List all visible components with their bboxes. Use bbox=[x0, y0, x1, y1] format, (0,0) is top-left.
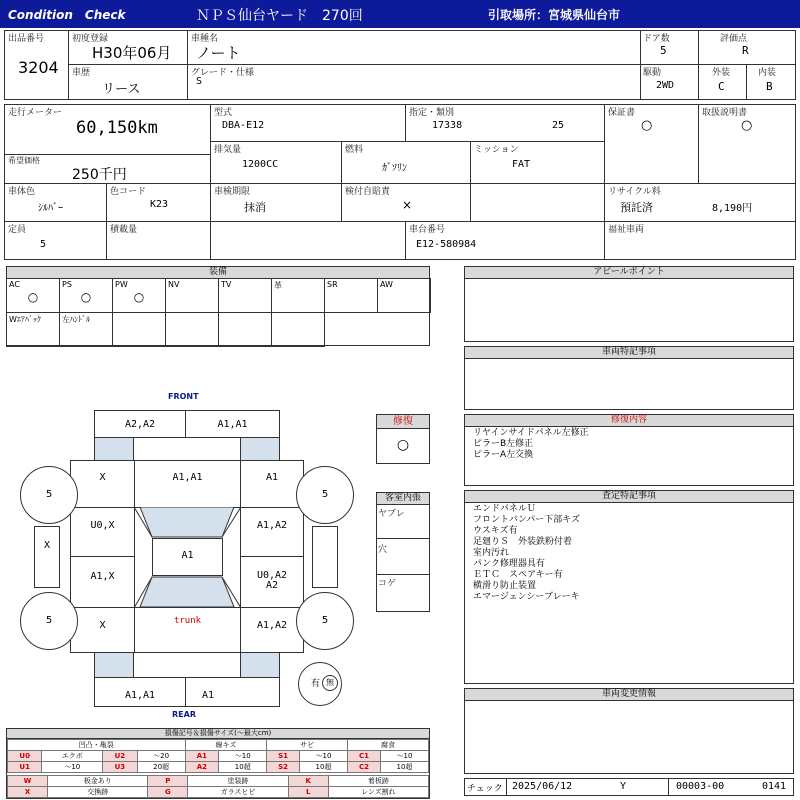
legend-cell: L bbox=[288, 787, 328, 798]
equipment-cell bbox=[112, 278, 166, 313]
legend-cell: S1 bbox=[267, 751, 300, 762]
legend-cell: ～10 bbox=[42, 762, 103, 773]
equipment-cell bbox=[218, 312, 272, 347]
equipment-label: AW bbox=[380, 280, 393, 289]
interior-title: 客室内張 bbox=[377, 493, 429, 505]
capacity-value: 5 bbox=[40, 239, 47, 250]
text-line: ピラーA左交換 bbox=[473, 450, 534, 460]
ext-value: C bbox=[718, 80, 725, 93]
repair-box bbox=[376, 414, 430, 464]
text-line: ウスキズ有 bbox=[473, 526, 518, 536]
header-bar bbox=[0, 0, 800, 28]
assess-title: 査定特記事項 bbox=[465, 491, 793, 503]
fuel-value: ｶﾞｿﾘﾝ bbox=[382, 163, 407, 174]
equipment-cell bbox=[324, 278, 378, 313]
interior-item-1: ヤブレ bbox=[378, 509, 405, 519]
grade-value: S bbox=[196, 76, 203, 87]
front-bumper-left: A2,A2 bbox=[94, 410, 186, 438]
equipment-cell bbox=[165, 312, 219, 347]
score-value: R bbox=[742, 44, 749, 57]
drive-label: 駆動 bbox=[643, 68, 662, 78]
quarter-right: A1,A2 bbox=[240, 607, 304, 653]
tire-rear-right: 5 bbox=[296, 592, 354, 650]
inspection-value: 抹消 bbox=[244, 201, 266, 214]
capacity-label: 定員 bbox=[8, 225, 27, 235]
car-name-label: 車種名 bbox=[191, 34, 219, 44]
legend-title: 損傷記号＆損傷サイズ(～最大cm) bbox=[7, 729, 429, 739]
legend-cell: W bbox=[8, 776, 48, 787]
doors-value: 5 bbox=[660, 44, 667, 57]
legend-cell: ～10 bbox=[219, 751, 267, 762]
legend-cell: U1 bbox=[8, 762, 42, 773]
equipment-mark: ○ bbox=[27, 290, 39, 304]
car-name-value: ノート bbox=[196, 44, 241, 62]
drive-value: 2WD bbox=[656, 80, 675, 91]
roof: A1 bbox=[152, 538, 223, 576]
score-label: 評価点 bbox=[720, 34, 748, 44]
legend-cell: U0 bbox=[8, 751, 42, 762]
spec-value-2: 25 bbox=[552, 120, 565, 131]
repair-detail-panel bbox=[464, 414, 794, 486]
legend-cell: ～20 bbox=[137, 751, 185, 762]
legend-cell: ～10 bbox=[380, 751, 428, 762]
tire-front-right: 5 bbox=[296, 466, 354, 524]
displacement-label: 排気量 bbox=[214, 145, 242, 155]
front-bumper-right: A1,A1 bbox=[185, 410, 280, 438]
equipment-mark: ○ bbox=[133, 290, 145, 304]
repair-detail-lines bbox=[465, 427, 793, 462]
trunk: trunk bbox=[134, 607, 241, 653]
change-title: 車両変更情報 bbox=[465, 689, 793, 701]
recycle-fee: 8,190円 bbox=[712, 203, 753, 214]
equipment-cell bbox=[165, 278, 219, 313]
legend-cell: C1 bbox=[347, 751, 380, 762]
int-value: B bbox=[766, 80, 773, 93]
rear-bumper-right: A1 bbox=[185, 677, 280, 707]
equipment-label: PW bbox=[115, 280, 128, 289]
inspection-label: 車検期限 bbox=[214, 187, 251, 197]
mirror-left: X bbox=[34, 526, 60, 588]
legend-group-scratch: 線キズ bbox=[185, 740, 267, 751]
legend-group-dent: 凹凸・亀裂 bbox=[8, 740, 186, 751]
special-title: 車両特記事項 bbox=[465, 347, 793, 359]
legend-cell: U2 bbox=[103, 751, 137, 762]
appeal-panel bbox=[464, 266, 794, 342]
mirror-right bbox=[312, 526, 338, 588]
equipment-cell bbox=[59, 312, 113, 347]
equipment-cell bbox=[377, 278, 431, 313]
legend-group-rust: サビ bbox=[267, 740, 348, 751]
front-label: FRONT bbox=[168, 392, 199, 401]
equipment-mark: ○ bbox=[80, 290, 92, 304]
spare-none-mark: 無 bbox=[322, 675, 338, 691]
door-front-left: U0,X bbox=[70, 507, 135, 557]
legend-cell: ガラスヒビ bbox=[188, 787, 288, 798]
equipment-cell bbox=[6, 312, 60, 347]
color-code-value: K23 bbox=[150, 199, 169, 210]
history-label: 車歴 bbox=[72, 68, 91, 78]
equipment-cell bbox=[6, 278, 60, 313]
door-front-right: A1,A2 bbox=[240, 507, 304, 557]
warranty-label: 保証書 bbox=[608, 108, 636, 118]
legend-cell: X bbox=[8, 787, 48, 798]
price-label: 希望価格 bbox=[8, 156, 40, 165]
int-label: 内装 bbox=[758, 68, 777, 78]
legend-cell: A2 bbox=[185, 762, 219, 773]
legend-cell: レンズ割れ bbox=[328, 787, 428, 798]
warranty-mark: ○ bbox=[641, 118, 653, 133]
legend-cell: ～10 bbox=[299, 751, 347, 762]
interior-item-3: コゲ bbox=[378, 579, 397, 589]
text-line: フロントバンパー下部キズ bbox=[473, 515, 581, 525]
equipment-cell bbox=[218, 278, 272, 313]
equipment-cell bbox=[59, 278, 113, 313]
text-line: パンク修理器具有 bbox=[473, 559, 545, 569]
equipment-label: TV bbox=[221, 280, 232, 289]
legend-cell: 10超 bbox=[219, 762, 267, 773]
color-value: ｼﾙﾊﾞｰ bbox=[38, 203, 63, 214]
legend-cell: 着板跡 bbox=[328, 776, 428, 787]
chassis-label: 車台番号 bbox=[409, 225, 446, 235]
legend-table bbox=[7, 739, 429, 773]
legend-cell: U3 bbox=[103, 762, 137, 773]
welfare-label: 福祉車両 bbox=[608, 225, 645, 235]
repair-mark: ○ bbox=[396, 437, 410, 453]
text-line: 足廻りＳ 外装鉄粉付着 bbox=[473, 537, 573, 547]
rear-bumper-left: A1,A1 bbox=[94, 677, 186, 707]
spec-label: 指定・類別 bbox=[409, 108, 455, 118]
recycle-label: リサイクル料 bbox=[608, 187, 661, 197]
legend-cell: 20超 bbox=[137, 762, 185, 773]
legend-cell: C2 bbox=[347, 762, 380, 773]
equipment-label: AC bbox=[9, 280, 20, 289]
interior-item-2: 穴 bbox=[378, 545, 388, 555]
text-line: 室内汚れ bbox=[473, 548, 510, 558]
rear-label: REAR bbox=[172, 710, 196, 719]
legend-cell: 10超 bbox=[299, 762, 347, 773]
fender-right: A1 bbox=[240, 460, 304, 508]
text-line: エンドパネルＵ bbox=[473, 504, 536, 514]
legend-cell: 塗装跡 bbox=[188, 776, 288, 787]
fender-left: X bbox=[70, 460, 135, 508]
text-line: リヤインサイドパネル左修正 bbox=[473, 428, 589, 438]
equipment-label: NV bbox=[168, 280, 180, 289]
repair-detail-title: 修復内容 bbox=[465, 415, 793, 427]
legend-cell: 交換跡 bbox=[48, 787, 148, 798]
door-rear-left: A1,X bbox=[70, 556, 135, 608]
text-line: 横滑り防止装置 bbox=[473, 581, 537, 591]
legend-cell: S2 bbox=[267, 762, 300, 773]
recycle-status: 預託済 bbox=[620, 201, 653, 214]
doors-label: ドア数 bbox=[643, 34, 670, 44]
legend-cell: 板金あり bbox=[48, 776, 148, 787]
repair-title: 修復 bbox=[377, 415, 429, 429]
equipment-cell bbox=[112, 312, 166, 347]
equipment-cell bbox=[271, 278, 325, 313]
first-reg-label: 初度登録 bbox=[72, 34, 109, 44]
text-line: エマージェンシーブレーキ bbox=[473, 592, 580, 602]
auction-title: ＮＰＳ仙台ヤード 270回 bbox=[196, 8, 363, 24]
pickup-location: 引取場所：宮城県仙台市 bbox=[488, 8, 621, 22]
appeal-title: アピールポイント bbox=[465, 267, 793, 279]
chassis-value: E12-580984 bbox=[416, 239, 477, 250]
history-value: リース bbox=[102, 82, 141, 97]
spec-value-1: 17338 bbox=[432, 120, 463, 131]
equipment-label: 革 bbox=[274, 281, 282, 290]
legend-cell: P bbox=[148, 776, 188, 787]
mission-value: FAT bbox=[512, 159, 531, 170]
model-label: 型式 bbox=[214, 108, 233, 118]
ext-label: 外装 bbox=[712, 68, 731, 78]
model-value: DBA-E12 bbox=[222, 120, 265, 131]
check-code: 00003-00 bbox=[676, 781, 725, 792]
door-rear-right: U0,A2 A2 bbox=[240, 556, 304, 608]
equipment-cell bbox=[271, 312, 325, 347]
legend-cell: A1 bbox=[185, 751, 219, 762]
title-condition-check: Condition Check bbox=[8, 8, 126, 22]
special-panel bbox=[464, 346, 794, 410]
equipment-label: Wｴｱﾊﾞｯｸ bbox=[9, 315, 41, 324]
check-label: チェック bbox=[467, 784, 503, 794]
displacement-value: 1200CC bbox=[242, 159, 279, 170]
color-code-label: 色コード bbox=[110, 187, 147, 197]
mileage-value: 60,150km bbox=[76, 118, 158, 138]
check-number: 0141 bbox=[762, 781, 787, 792]
hood: A1,A1 bbox=[134, 460, 241, 508]
equipment-label: 左ﾊﾝﾄﾞﾙ bbox=[62, 315, 90, 324]
price-value: 250千円 bbox=[72, 167, 127, 183]
equipment-label: SR bbox=[327, 280, 338, 289]
manual-mark: ○ bbox=[741, 118, 753, 133]
lot-label: 出品番号 bbox=[8, 34, 45, 44]
color-label: 車体色 bbox=[8, 187, 36, 197]
legend-cell: エクボ bbox=[42, 751, 103, 762]
load-label: 積載量 bbox=[110, 225, 138, 235]
insurance-value: × bbox=[402, 198, 413, 212]
mission-label: ミッション bbox=[474, 145, 519, 155]
spare-tire: 有 bbox=[298, 662, 342, 706]
legend-cell: 10超 bbox=[380, 762, 428, 773]
equipment-title: 装備 bbox=[7, 267, 429, 279]
text-line: ＥＴＣ スペアキー有 bbox=[473, 570, 563, 580]
assess-lines bbox=[465, 503, 793, 604]
grade-label: グレード・仕様 bbox=[191, 68, 255, 78]
legend-cell: G bbox=[148, 787, 188, 798]
manual-label: 取扱説明書 bbox=[702, 108, 748, 118]
text-line: ピラーB左修正 bbox=[473, 439, 534, 449]
legend-cell: K bbox=[288, 776, 328, 787]
change-panel bbox=[464, 688, 794, 774]
quarter-left: X bbox=[70, 607, 135, 653]
legend-table-2 bbox=[7, 775, 429, 798]
legend-group-corrosion: 腐食 bbox=[347, 740, 428, 751]
legend-panel bbox=[6, 728, 430, 799]
tire-front-left: 5 bbox=[20, 466, 78, 524]
check-date: 2025/06/12 bbox=[512, 781, 573, 792]
check-mark: Y bbox=[620, 781, 627, 792]
tire-rear-left: 5 bbox=[20, 592, 78, 650]
lot-number: 3204 bbox=[18, 58, 59, 77]
equipment-label: PS bbox=[62, 280, 72, 289]
mileage-label: 走行メーター bbox=[8, 108, 63, 118]
first-reg-value: H30年06月 bbox=[92, 44, 172, 62]
fuel-label: 燃料 bbox=[345, 145, 364, 155]
insurance-label: 検付自賠責 bbox=[345, 187, 391, 197]
assess-panel bbox=[464, 490, 794, 684]
